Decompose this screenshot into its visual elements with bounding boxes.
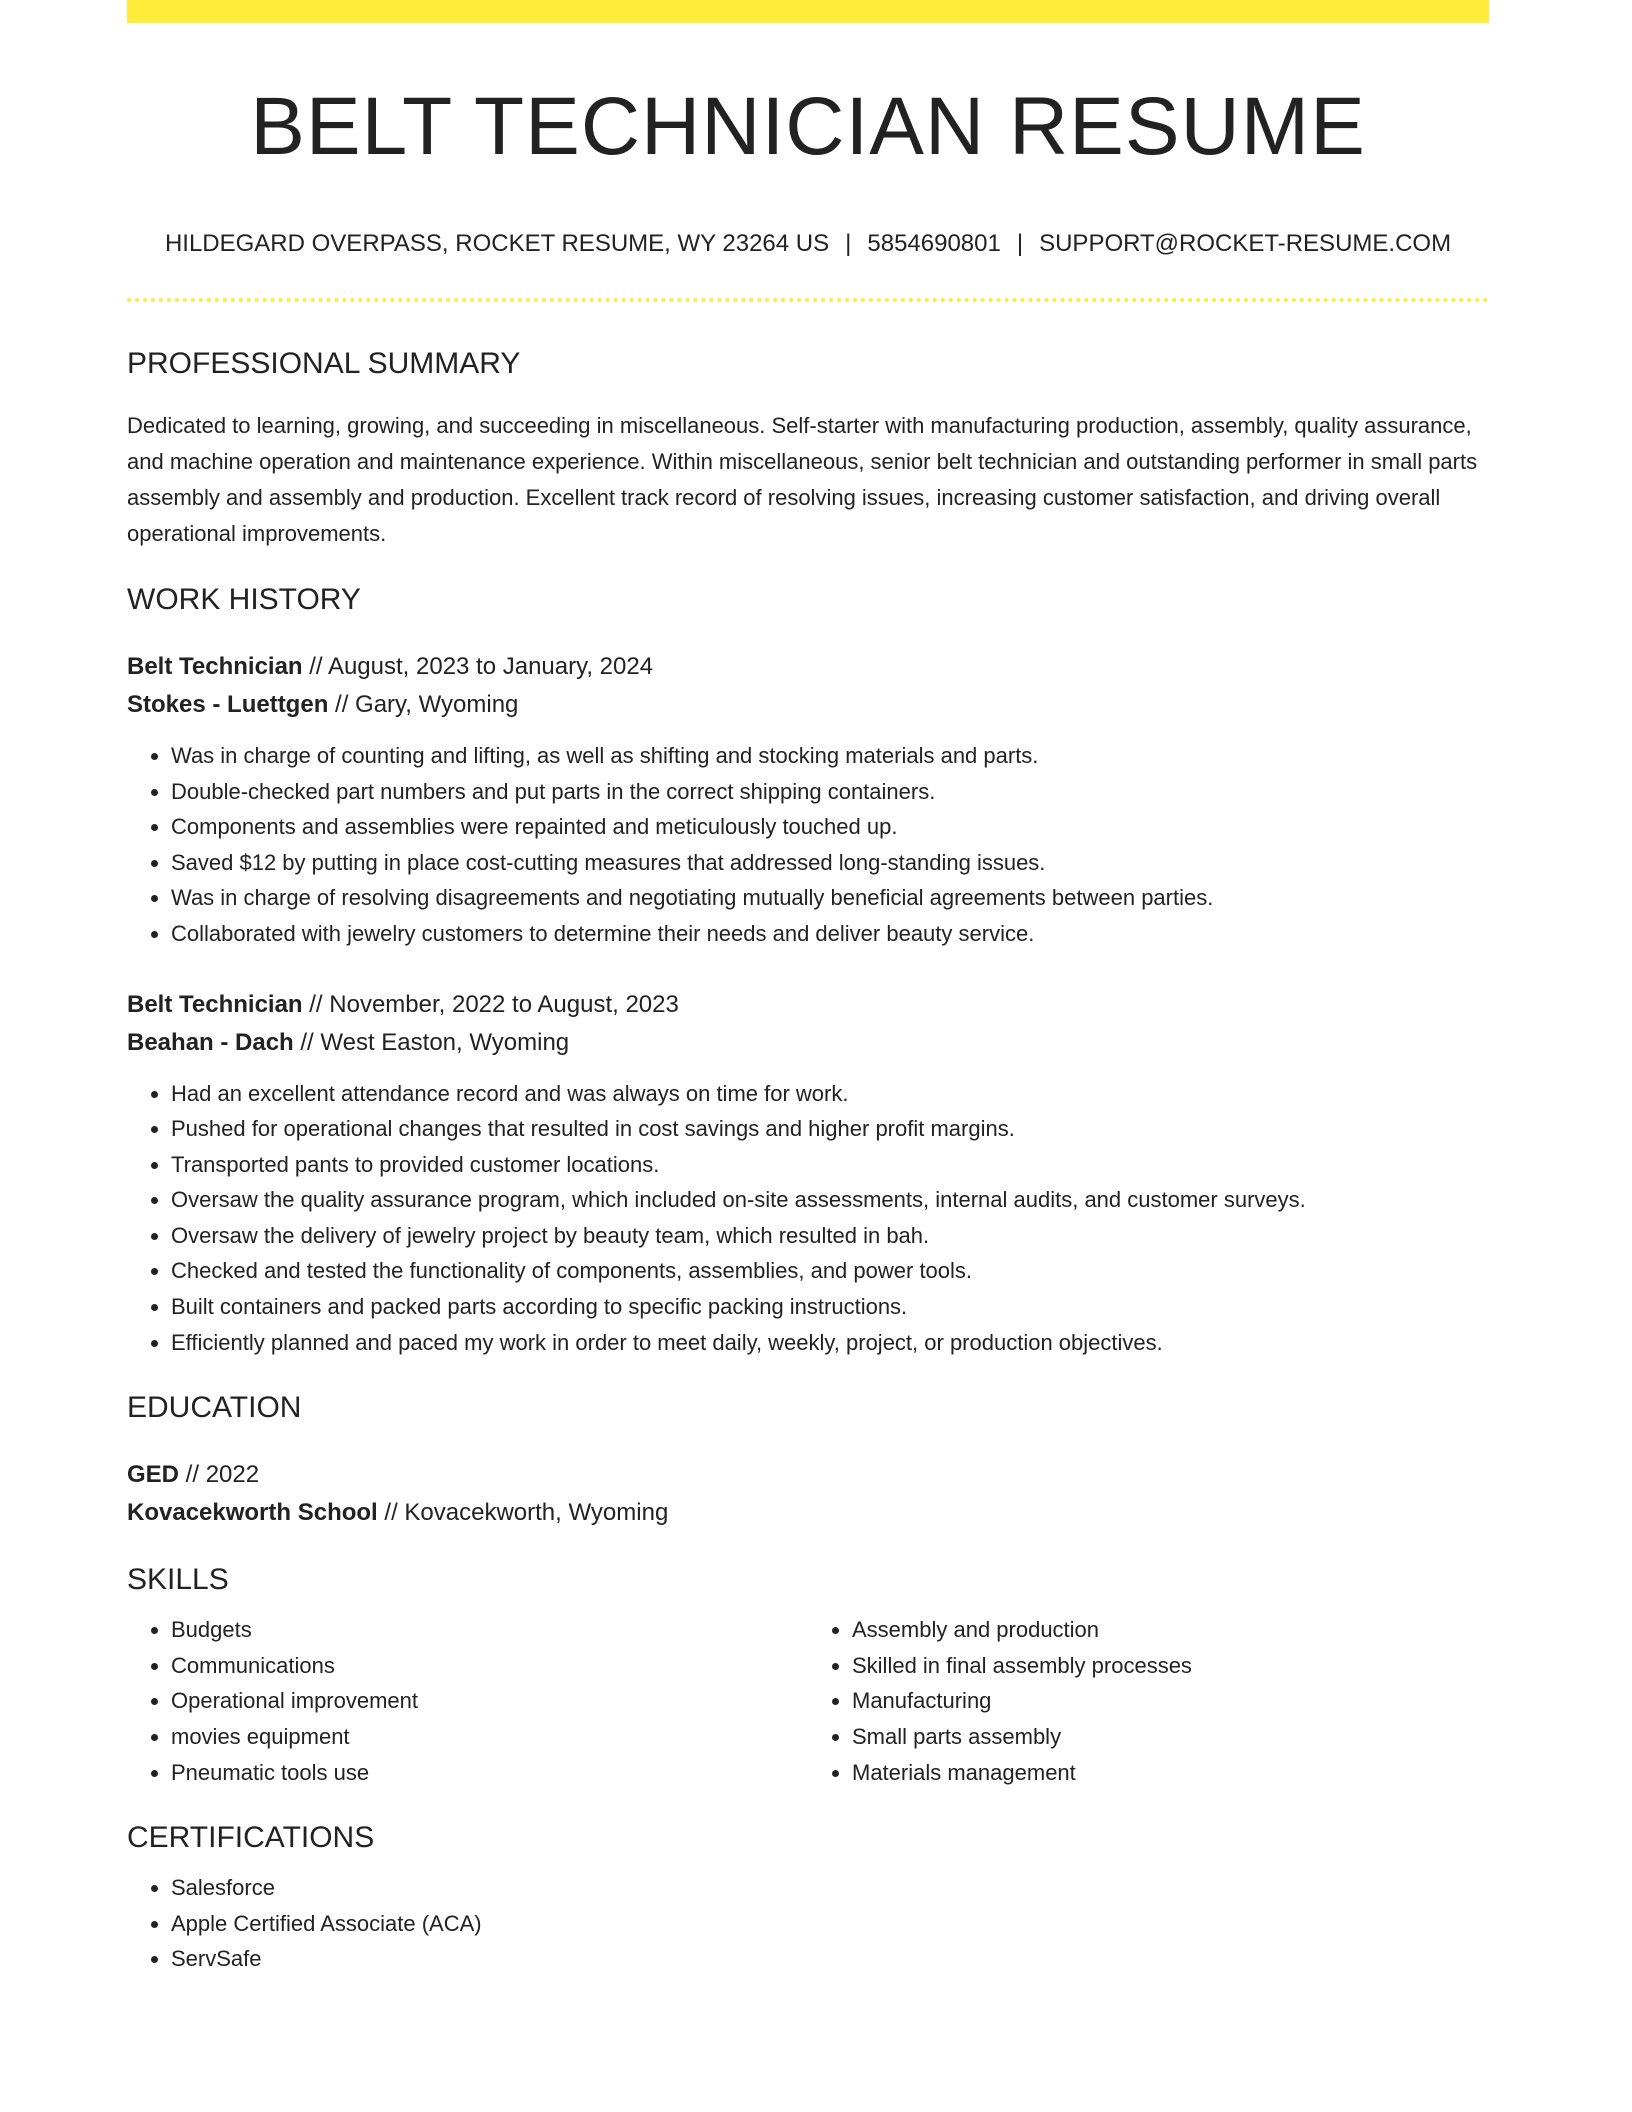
job-bullet: • Collaborated with jewelry customers to determine their needs and deliver beauty service. (171, 916, 1489, 952)
job-entry (127, 648, 1489, 952)
resume-page (127, 0, 1489, 1977)
job-bullet: • Double-checked part numbers and put parts in the correct shipping containers. (171, 774, 1489, 810)
job-location: // Gary, Wyoming (328, 690, 519, 718)
education-year: // 2022 (179, 1461, 260, 1489)
skill-item: • Manufacturing (852, 1683, 1489, 1719)
summary-text: Dedicated to learning, growing, and succeeding in miscellaneous. Self-starter with manufacturing production, assembly, quality assurance, and machine operation and maintenance experience. Within miscellaneous, senior belt technician and outstanding performer in small parts assembly and assembly and production. Excellent track record of resolving issues, increasing customer satisfaction, and driving overall operational improvements. (127, 412, 1478, 546)
contact-address: HILDEGARD OVERPASS, ROCKET RESUME, WY 23264 US (164, 229, 830, 257)
job-title: Belt Technician (127, 990, 303, 1018)
dotted-divider (127, 298, 1489, 302)
skill-item: • Budgets (171, 1612, 808, 1648)
education-entry (127, 1456, 1489, 1532)
skill-item: • Pneumatic tools use (171, 1755, 808, 1791)
job-company: Beahan - Dach (127, 1028, 294, 1056)
skills-heading: SKILLS (127, 1563, 229, 1597)
skill-item: • Materials management (852, 1755, 1489, 1791)
job-dates: // November, 2022 to August, 2023 (302, 990, 679, 1018)
education-heading: EDUCATION (127, 1391, 302, 1425)
job-location: // West Easton, Wyoming (293, 1028, 570, 1056)
skills-right-list (808, 1612, 1489, 1790)
job-bullet: • Was in charge of resolving disagreements and negotiating mutually beneficial agreements between parties. (171, 880, 1489, 916)
education-school-line (127, 1494, 1489, 1532)
job-bullet: • Efficiently planned and paced my work in order to meet daily, weekly, project, or production objectives. (171, 1325, 1489, 1361)
education-location: // Kovacekworth, Wyoming (377, 1499, 669, 1527)
job-company-line (127, 686, 1489, 724)
skills-columns (127, 1612, 1489, 1790)
job-bullet: • Checked and tested the functionality of components, assemblies, and power tools. (171, 1253, 1489, 1289)
job-title-line (127, 648, 1489, 686)
skill-item: • movies equipment (171, 1719, 808, 1755)
skill-item: • Skilled in final assembly processes (852, 1648, 1489, 1684)
skill-item: • Operational improvement (171, 1683, 808, 1719)
job-title: Belt Technician (127, 652, 303, 680)
certifications-list (127, 1870, 1489, 1977)
contact-email: SUPPORT@ROCKET-RESUME.COM (1039, 229, 1452, 257)
education-degree-line (127, 1456, 1489, 1494)
contact-phone: 5854690801 (867, 229, 1001, 257)
certifications-heading: CERTIFICATIONS (127, 1821, 375, 1855)
top-accent-bar (127, 0, 1489, 23)
job-bullet: • Transported pants to provided customer locations. (171, 1147, 1489, 1183)
skills-left-list (127, 1612, 808, 1790)
skill-item: • Small parts assembly (852, 1719, 1489, 1755)
job-bullet: • Built containers and packed parts according to specific packing instructions. (171, 1289, 1489, 1325)
job-entry (127, 986, 1489, 1361)
contact-separator: | (845, 229, 852, 257)
job-bullet: • Oversaw the delivery of jewelry project by beauty team, which resulted in bah. (171, 1218, 1489, 1254)
skill-item: • Assembly and production (852, 1612, 1489, 1648)
summary-heading: PROFESSIONAL SUMMARY (127, 346, 521, 380)
resume-title: BELT TECHNICIAN RESUME (250, 81, 1366, 172)
job-bullet: • Components and assemblies were repainted and meticulously touched up. (171, 809, 1489, 845)
job-bullets (127, 1076, 1489, 1361)
job-bullet: • Was in charge of counting and lifting, as well as shifting and stocking materials and parts. (171, 738, 1489, 774)
job-bullet: • Had an excellent attendance record and was always on time for work. (171, 1076, 1489, 1112)
contact-separator: | (1016, 229, 1024, 257)
work-history-heading: WORK HISTORY (127, 582, 361, 616)
education-school: Kovacekworth School (127, 1499, 378, 1527)
certification-item: • Apple Certified Associate (ACA) (171, 1906, 1489, 1942)
job-bullet: • Oversaw the quality assurance program, which included on-site assessments, internal audits, and customer surveys. (171, 1182, 1489, 1218)
job-bullets (127, 738, 1489, 952)
job-bullet: • Pushed for operational changes that resulted in cost savings and higher profit margins. (171, 1111, 1489, 1147)
job-title-line (127, 986, 1489, 1024)
job-dates: // August, 2023 to January, 2024 (302, 652, 654, 680)
skill-item: • Communications (171, 1648, 808, 1684)
job-company-line (127, 1024, 1489, 1062)
certification-item: • Salesforce (171, 1870, 1489, 1906)
education-degree: GED (127, 1461, 180, 1489)
contact-line (127, 228, 1489, 260)
job-bullet: • Saved $12 by putting in place cost-cutting measures that addressed long-standing issues. (171, 845, 1489, 881)
certification-item: • ServSafe (171, 1941, 1489, 1977)
job-company: Stokes - Luettgen (127, 690, 329, 718)
